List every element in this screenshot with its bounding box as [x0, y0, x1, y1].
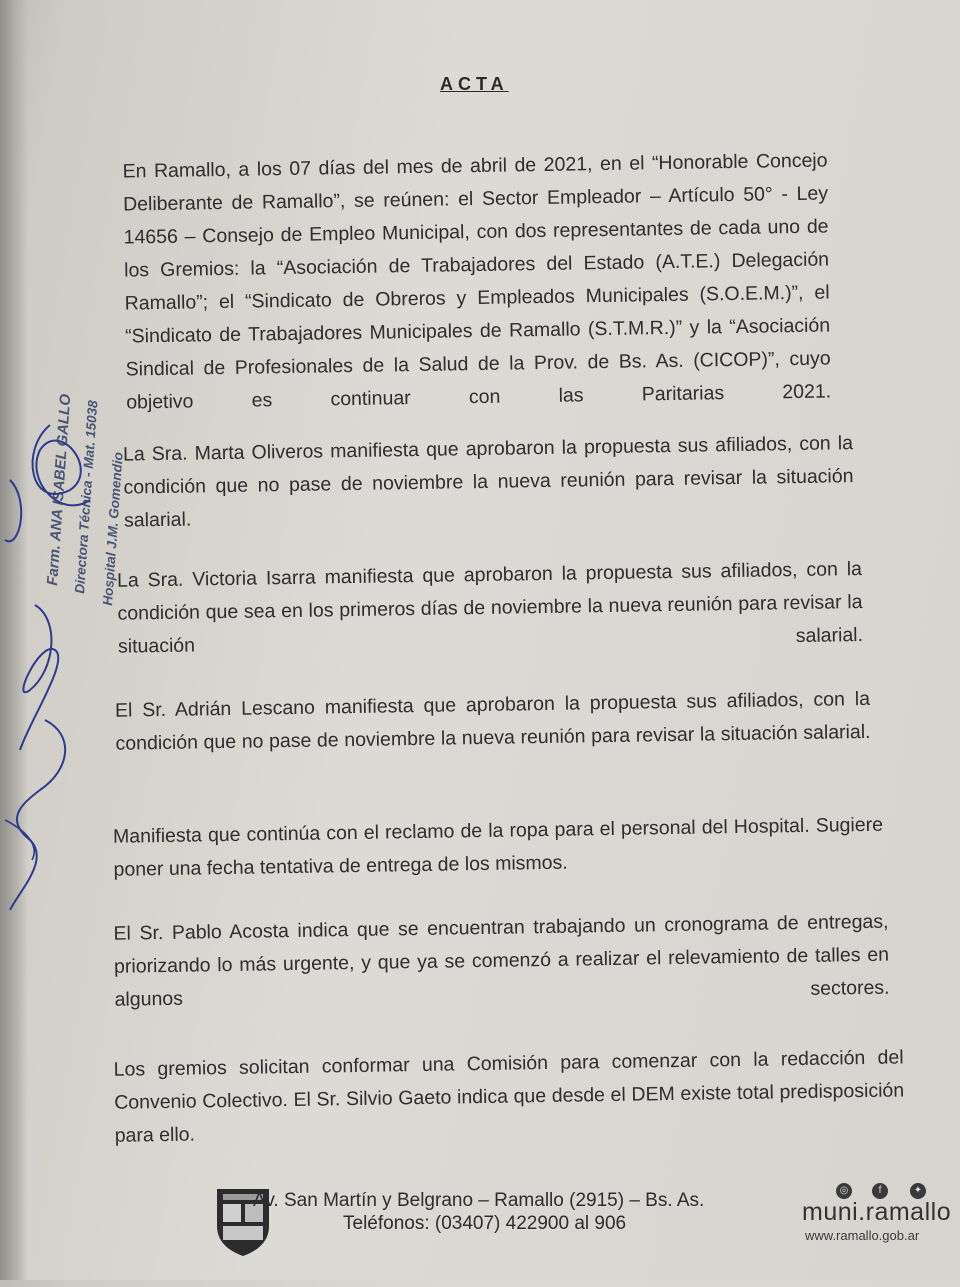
- footer-website[interactable]: www.ramallo.gob.ar: [805, 1228, 920, 1243]
- stamp-hospital: Hospital J.M. Gomendio: [100, 451, 126, 607]
- paragraph-isarra: La Sra. Victoria Isarra manifiesta que aprobaron la propuesta sus afiliados, con la condición que sea en los primeros días de noviembre la nueva reunión para revisar la situación salarial.: [116, 557, 864, 658]
- facebook-icon[interactable]: f: [872, 1183, 888, 1199]
- document-title: ACTA: [440, 74, 509, 94]
- stamp-role: Directora Técnica - Mat. 15038: [72, 399, 101, 595]
- footer-brand: muni.ramallo: [802, 1198, 952, 1226]
- paragraph-oliveros: La Sra. Marta Oliveros manifiesta que aprobaron la propuesta sus afiliados, con la condición que no pase de noviembre la nueva reunión para revisar la situación salarial.: [122, 432, 854, 532]
- twitter-icon[interactable]: ✦: [910, 1183, 926, 1199]
- instagram-icon[interactable]: ◎: [836, 1183, 852, 1199]
- paragraph-clothing: Manifiesta que continúa con el reclamo de la ropa para el personal del Hospital. Sugiere poner una fecha tentativa de entrega de los mismos.: [112, 813, 884, 881]
- paragraph-lescano: El Sr. Adrián Lescano manifiesta que aprobaron la propuesta sus afiliados, con la condición que no pase de noviembre la nueva reunión para revisar la situación salarial.: [114, 687, 871, 755]
- stamp-name: Farm. ANA ISABEL GALLO: [44, 393, 75, 587]
- paragraph-acosta: El Sr. Pablo Acosta indica que se encuentran trabajando un cronograma de entregas, priorizando lo más urgente, y que ya se comenzó a realizar el relevamiento de talles en algunos sectores.: [113, 910, 890, 1011]
- paragraph-opening: En Ramallo, a los 07 días del mes de abril de 2021, en el “Honorable Concejo Deliberante de Ramallo”, se reúnen: el Sector Empleador – Artículo 50° - Ley 14656 – Consejo de Empleo Municipal, con dos representantes de cada uno de los Gremios: la “Asociación de Trabajadores del Estado (A.T.E.) Delegación Ramallo”; el “Sindicato de Obreros y Empleados Municipales (S.O.E.M.)”, el “Sindicato de Trabajadores Municipales de Ramallo (S.T.M.R.)” y la “Asociación Sindical de Profesionales de la Salud de la Prov. de Bs. As. (CICOP)”, cuyo objetivo es continuar con las Paritarias 2021.: [122, 149, 832, 414]
- footer-address: Av. San Martín y Belgrano – Ramallo (2915) – Bs. As.: [253, 1190, 705, 1211]
- footer-phones: Teléfonos: (03407) 422900 al 906: [343, 1213, 627, 1234]
- paragraph-comision: Los gremios solicitan conformar una Comisión para comenzar con la redacción del Convenio Colectivo. El Sr. Silvio Gaeto indica que desde el DEM existe total predisposición para ello.: [113, 1046, 905, 1147]
